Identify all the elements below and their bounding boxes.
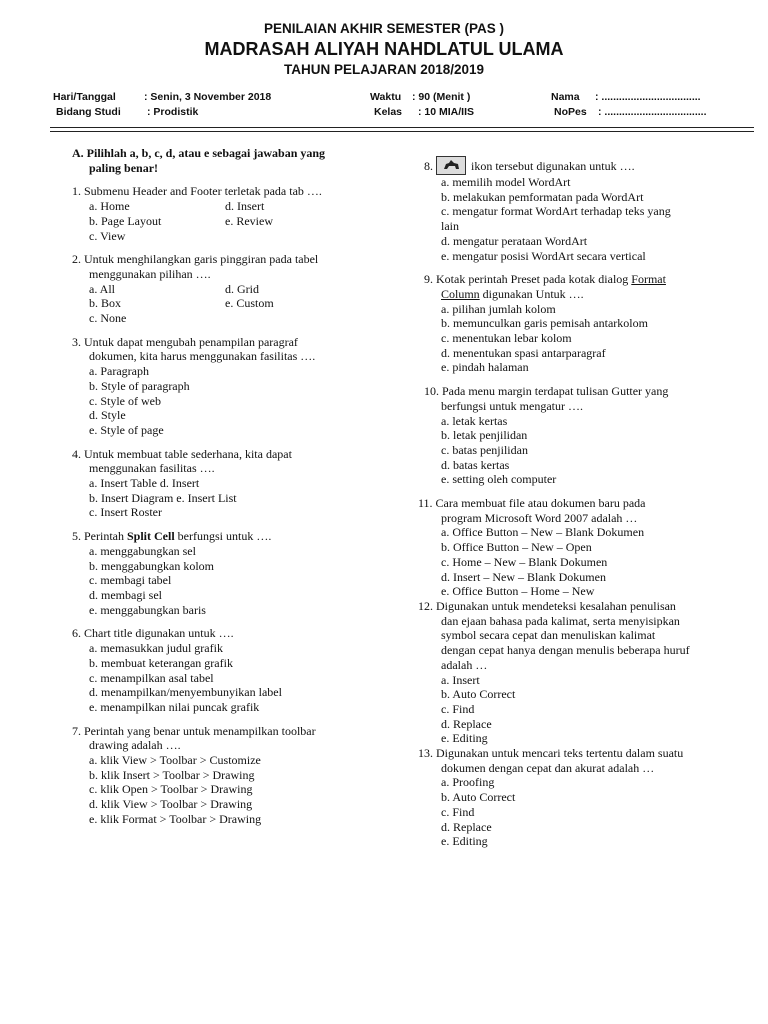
option-e: e. Review — [225, 213, 273, 228]
option-e: e. mengatur posisi WordArt secara vertical — [441, 248, 646, 263]
nopes-value: : ................................... — [598, 106, 707, 118]
option-c: c. menentukan lebar kolom — [441, 331, 572, 346]
exam-title: PENILAIAN AKHIR SEMESTER (PAS ) — [263, 21, 504, 36]
option-c: c. View — [89, 228, 126, 243]
question-prefix: 5. Perintah — [72, 529, 127, 544]
question-text: 12. Digunakan untuk mendeteksi kesalahan penulisan — [418, 598, 676, 613]
format-column-term: Column — [441, 286, 480, 301]
option-d: d. menampilkan/menyembunyikan label — [89, 685, 282, 700]
option-b: b. klik Insert > Toolbar > Drawing — [89, 767, 255, 782]
option-line: c. Insert Roster — [89, 505, 162, 520]
option-line: a. Insert Table d. Insert — [89, 476, 200, 491]
question-6 — [72, 626, 372, 714]
option-b: b. Auto Correct — [441, 790, 516, 805]
option-e: e. menggabungkan baris — [89, 602, 206, 617]
question-text: dokumen, kita harus menggunakan fasilitas …. — [89, 349, 316, 364]
question-13 — [418, 746, 744, 849]
question-text: menggunakan fasilitas …. — [89, 461, 215, 476]
bidang-value: : Prodistik — [147, 106, 199, 118]
question-keyword: Split Cell — [127, 529, 175, 544]
option-e: e. menampilkan nilai puncak grafik — [89, 699, 260, 714]
option-c: c. mengatur format WordArt terhadap teks yang — [441, 204, 671, 219]
bidang-label: Bidang Studi — [56, 106, 121, 118]
option-a: a. pilihan jumlah kolom — [441, 301, 556, 316]
question-text: program Microsoft Word 2007 adalah … — [441, 510, 638, 525]
section-instruction: A. Pilihlah a, b, c, d, atau e sebagai jawaban yang — [72, 146, 326, 160]
question-4 — [72, 447, 372, 521]
hari-value: : Senin, 3 November 2018 — [144, 91, 272, 103]
option-a: a. Insert — [441, 672, 480, 687]
question-suffix: digunakan Untuk …. — [479, 286, 584, 301]
option-b: b. membuat keterangan grafik — [89, 655, 233, 670]
wordart-shape-icon — [436, 156, 466, 175]
school-name: MADRASAH ALIYAH NAHDLATUL ULAMA — [204, 39, 564, 59]
option-a: a. All — [89, 281, 115, 296]
waktu-label: Waktu — [370, 91, 402, 103]
option-d: d. membagi sel — [89, 587, 162, 602]
option-d: d. mengatur perataan WordArt — [441, 233, 588, 248]
question-prefix: 9. Kotak perintah Preset pada kotak dialog — [424, 272, 632, 287]
question-text: 3. Untuk dapat mengubah penampilan paragraf — [72, 334, 298, 349]
question-suffix: berfungsi untuk …. — [174, 529, 272, 544]
nama-value: : .................................. — [595, 91, 701, 103]
option-a: a. Paragraph — [89, 364, 149, 379]
format-column-term: Format — [631, 272, 666, 287]
option-b: b. Page Layout — [89, 213, 162, 228]
option-a: a. memilih model WordArt — [441, 175, 571, 189]
waktu-value: : 90 (Menit ) — [412, 91, 471, 103]
question-text: adalah … — [441, 657, 488, 672]
question-text — [424, 156, 744, 175]
question-text: 10. Pada menu margin terdapat tulisan Gutter yang — [424, 384, 669, 399]
question-3 — [72, 335, 372, 438]
option-a: a. Home — [89, 199, 130, 214]
option-a: a. klik View > Toolbar > Customize — [89, 753, 261, 768]
question-text: dengan cepat hanya dengan menulis beberapa huruf — [441, 643, 690, 658]
option-c: c. klik Open > Toolbar > Drawing — [89, 782, 253, 797]
question-text: 13. Digunakan untuk mencari teks tertentu dalam suatu — [418, 746, 684, 761]
question-11 — [418, 496, 744, 599]
option-d: d. Replace — [441, 819, 492, 834]
question-7 — [72, 724, 372, 827]
question-text: 1. Submenu Header and Footer terletak pada tab …. — [72, 184, 322, 199]
option-d: d. Insert – New – Blank Dokumen — [441, 569, 606, 584]
question-8 — [424, 156, 744, 263]
option-c: c. batas penjilidan — [441, 442, 528, 457]
question-1 — [72, 184, 372, 243]
option-e: e. Editing — [441, 834, 488, 849]
option-e: e. Style of page — [89, 422, 164, 437]
option-c: c. None — [89, 311, 127, 326]
question-text: 4. Untuk membuat table sederhana, kita dapat — [72, 446, 292, 461]
option-b: b. memunculkan garis pemisah antarkolom — [441, 316, 648, 331]
option-e: e. pindah halaman — [441, 360, 529, 375]
option-d: d. menentukan spasi antarparagraf — [441, 345, 606, 360]
option-line: b. Insert Diagram e. Insert List — [89, 490, 237, 505]
option-d: d. Insert — [225, 199, 265, 214]
option-c: c. Find — [441, 701, 475, 716]
question-text-body: ikon tersebut digunakan untuk …. — [471, 159, 635, 173]
question-text: drawing adalah …. — [89, 738, 181, 753]
left-column — [72, 146, 372, 827]
option-b: b. Auto Correct — [441, 687, 516, 702]
question-text — [424, 272, 744, 287]
option-e: e. klik Format > Toolbar > Drawing — [89, 811, 262, 826]
question-text: 2. Untuk menghilangkan garis pinggiran pada tabel — [72, 252, 319, 267]
option-c: c. membagi tabel — [89, 573, 172, 588]
option-d: d. Style — [89, 408, 126, 423]
option-c: c. Find — [441, 804, 475, 819]
option-b: b. Style of paragraph — [89, 378, 190, 393]
question-text: 6. Chart title digunakan untuk …. — [72, 626, 234, 641]
option-a: a. letak kertas — [441, 413, 508, 428]
question-text: 11. Cara membuat file atau dokumen baru pada — [418, 496, 646, 511]
question-text: dokumen dengan cepat dan akurat adalah … — [441, 760, 655, 775]
option-a: a. Proofing — [441, 775, 495, 790]
academic-year: TAHUN PELAJARAN 2018/2019 — [283, 62, 485, 77]
option-b: b. menggabungkan kolom — [89, 558, 214, 573]
option-c: c. Style of web — [89, 393, 161, 408]
option-c: lain — [441, 219, 459, 234]
option-b: b. Box — [89, 296, 122, 311]
option-b: b. letak penjilidan — [441, 428, 528, 443]
option-c: c. menampilkan asal tabel — [89, 670, 214, 685]
option-e: e. setting oleh computer — [441, 472, 557, 487]
question-text: 7. Perintah yang benar untuk menampilkan toolbar — [72, 723, 316, 738]
option-b: b. Office Button – New – Open — [441, 540, 592, 555]
kelas-value: : 10 MIA/IIS — [418, 106, 475, 118]
section-instruction: paling benar! — [89, 160, 159, 175]
option-e: e. Custom — [225, 296, 274, 311]
question-text: symbol secara cepat dan menuliskan kalimat — [441, 628, 656, 643]
question-text: dan ejaan bahasa pada kalimat, serta menyisipkan — [441, 613, 680, 628]
option-e: e. Editing — [441, 731, 488, 746]
right-column — [418, 156, 744, 849]
option-d: d. Replace — [441, 716, 492, 731]
option-a: a. memasukkan judul grafik — [89, 641, 223, 656]
question-9 — [424, 272, 744, 375]
question-text: menggunakan pilihan …. — [89, 266, 211, 281]
question-text: berfungsi untuk mengatur …. — [441, 398, 583, 413]
option-b: b. melakukan pemformatan pada WordArt — [441, 189, 644, 204]
question-12 — [418, 599, 744, 746]
option-d: d. Grid — [225, 281, 259, 296]
option-d: d. klik View > Toolbar > Drawing — [89, 797, 253, 812]
hari-label: Hari/Tanggal — [53, 91, 116, 103]
kelas-label: Kelas — [374, 106, 403, 118]
question-number: 8. — [424, 159, 433, 173]
nopes-label: NoPes — [554, 106, 587, 118]
option-d: d. batas kertas — [441, 457, 510, 472]
question-text — [424, 287, 744, 302]
header-divider — [50, 131, 754, 132]
question-10 — [424, 384, 744, 487]
option-e: e. Office Button – Home – New — [441, 584, 595, 599]
option-a: a. menggabungkan sel — [89, 543, 196, 558]
option-c: c. Home – New – Blank Dokumen — [441, 554, 608, 569]
option-a: a. Office Button – New – Blank Dokumen — [441, 525, 645, 540]
nama-label: Nama — [551, 91, 580, 103]
header-divider — [50, 127, 754, 128]
question-text — [72, 529, 372, 544]
question-5 — [72, 529, 372, 617]
question-2 — [72, 252, 372, 326]
